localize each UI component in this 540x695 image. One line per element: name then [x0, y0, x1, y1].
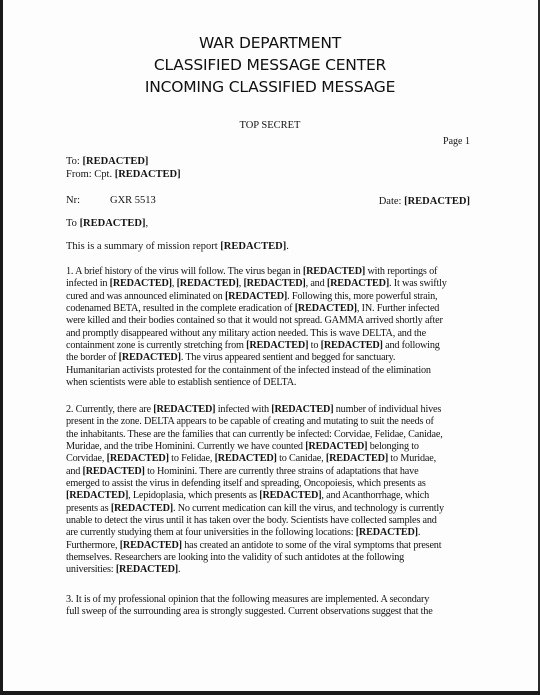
paragraph-line: [REDACTED], Lepidoplasia, which presents as [REDACTED], and Acanthorrhage, which	[66, 490, 430, 502]
classification-marking: TOP SECRET	[239, 120, 301, 131]
date-label: Date:	[378, 196, 402, 207]
intro-sentence: This is a summary of mission report [REDACTED].	[66, 241, 289, 252]
paragraph-line: present in the zone. DELTA appears to be capable of creating and mutating to suit the needs of	[66, 416, 434, 428]
paragraph-line: Furthermore, [REDACTED] has created an antidote to some of the viral symptoms that present	[66, 539, 442, 551]
paragraph-line: are currently studying them at four universities in the following locations: [REDACTED].	[66, 527, 421, 539]
paragraph-line: emerged to assist the virus in defending itself and spreading, Oncopoiesis, which presents as	[66, 478, 426, 490]
to-redacted: [REDACTED]	[82, 156, 149, 167]
salutation-redacted: [REDACTED]	[79, 218, 146, 229]
nr-label: Nr:	[66, 195, 80, 206]
page-number: Page 1	[443, 136, 470, 147]
header-line-2: CLASSIFIED MESSAGE CENTER	[153, 56, 387, 74]
header-line-3: INCOMING CLASSIFIED MESSAGE	[144, 78, 396, 96]
date-redacted: [REDACTED]	[404, 196, 470, 207]
scan-edge-left	[0, 0, 3, 695]
to-label: To:	[66, 156, 80, 167]
salutation-prefix: To	[66, 218, 77, 229]
paragraph-1	[66, 266, 486, 389]
from-label: From: Cpt.	[66, 169, 113, 180]
header-line-1: WAR DEPARTMENT	[198, 34, 341, 52]
from-redacted: [REDACTED]	[114, 169, 181, 180]
nr-value: GXR 5513	[110, 195, 156, 206]
paragraph-line: were killed and their bodies contained so that it would not spread. GAMMA arrived shortly after	[66, 315, 443, 327]
to-field	[66, 155, 148, 168]
paragraph-line: when scientists were able to establish sentience of DELTA.	[66, 377, 297, 389]
paragraph-line: the border of [REDACTED]. The virus appeared sentient and begged for sanctuary.	[66, 352, 396, 364]
paragraph-line: themselves. Researchers are looking into the validity of such antidotes at the following	[66, 552, 405, 564]
paragraph-line: Corvidae, [REDACTED] to Felidae, [REDACTED] to Canidae, [REDACTED] to Muridae,	[66, 453, 436, 465]
intro-text: This is a summary of mission report	[66, 241, 218, 252]
from-field	[66, 168, 181, 181]
salutation: To [REDACTED],	[66, 218, 149, 229]
paragraph-line: presents as [REDACTED]. No current medication can kill the virus, and technology is currently	[66, 502, 444, 514]
paragraph-line: Humanitarian activists protested for the containment of the infected instead of the elimination	[66, 364, 431, 376]
paragraph-line: 3. It is of my professional opinion that the following measures are implemented. A secondary	[66, 594, 430, 605]
paragraph-line: universities: [REDACTED].	[66, 564, 181, 576]
document-header	[0, 32, 540, 98]
scan-edge-bottom	[0, 691, 540, 695]
paragraph-line: Muridae, and the tribe Hominini. Currently we have counted [REDACTED] belonging to	[66, 441, 419, 453]
paragraph-line: and promptly disappeared without any military action needed. This is wave DELTA, and the	[66, 327, 426, 339]
paragraph-line: infected in [REDACTED], [REDACTED], [REDACTED], and [REDACTED]. It was swiftly	[66, 278, 447, 290]
paragraph-line: cured and was announced eliminated on [REDACTED]. Following this, more powerful strain,	[66, 290, 438, 302]
date-field	[379, 196, 470, 207]
paragraph-line: unable to detect the virus until it has taken over the body. Scientists have collected samples and	[66, 515, 437, 527]
paragraph-line: 1. A brief history of the virus will follow. The virus began in [REDACTED] with reportings of	[66, 266, 438, 277]
paragraph-3	[66, 594, 486, 619]
paragraph-line: containment zone is currently stretching from [REDACTED] to [REDACTED] and following	[66, 340, 440, 352]
paragraph-line: and [REDACTED] to Hominini. There are currently three strains of adaptations that have	[66, 465, 419, 477]
paragraph-line: 2. Currently, there are [REDACTED] infected with [REDACTED] number of individual hives	[66, 404, 442, 415]
paragraph-line: codenamed BETA, resulted in the complete eradication of [REDACTED], IN. Further infected	[66, 303, 440, 315]
paragraph-line: the inhabitants. These are the families that can currently be infected: Corvidae, Felidae, Canidae,	[66, 428, 443, 440]
paragraph-line: full sweep of the surrounding area is strongly suggested. Current observations suggest that the	[66, 606, 433, 618]
intro-redacted: [REDACTED]	[220, 241, 287, 252]
paragraph-2	[66, 404, 486, 577]
